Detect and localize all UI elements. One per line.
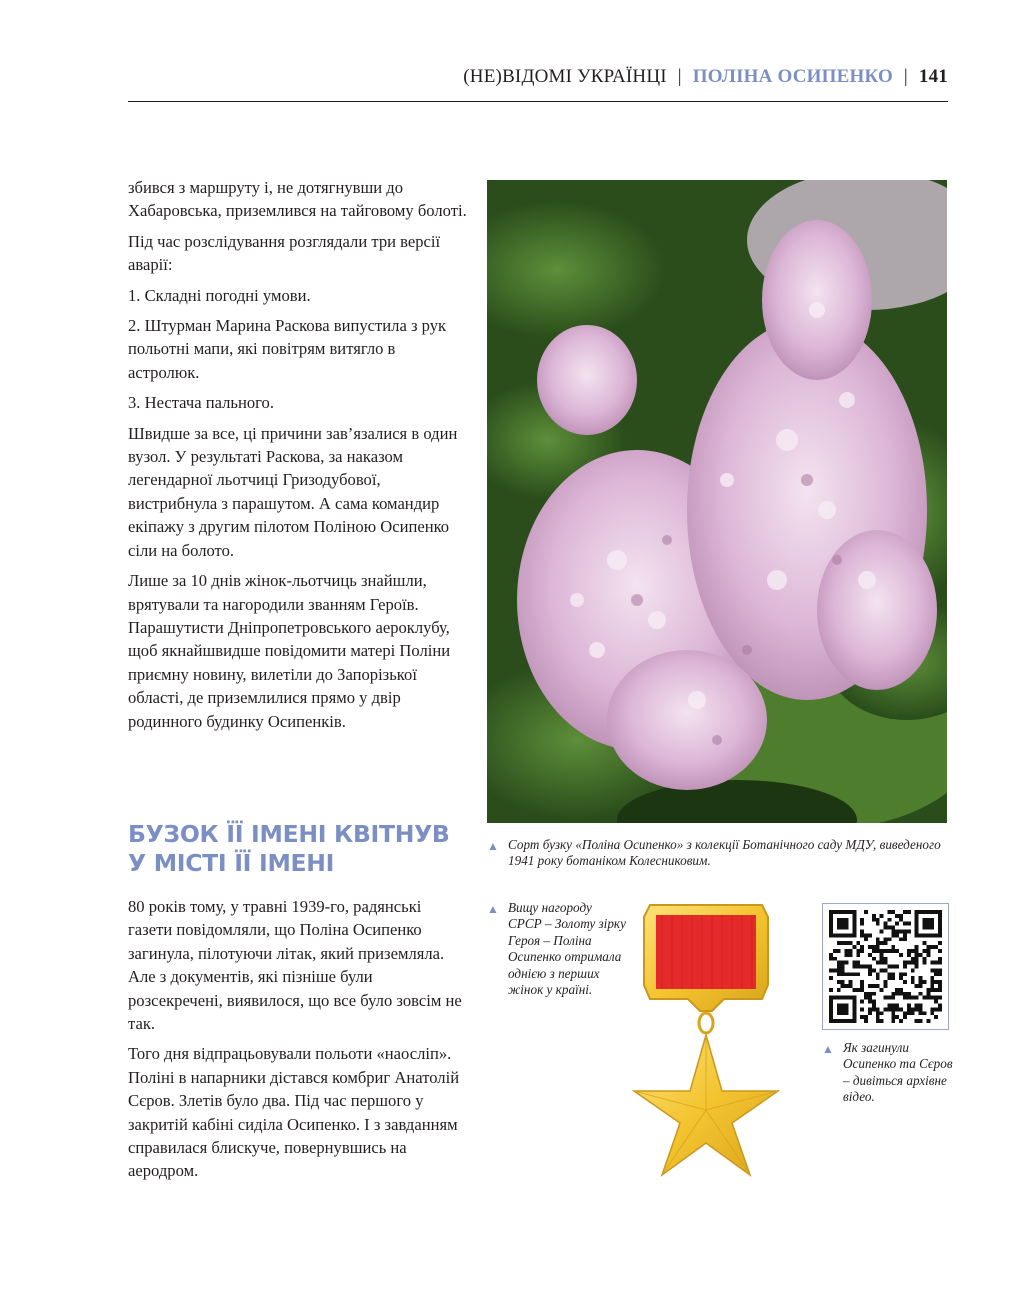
list-item: 3. Нестача пального.: [128, 393, 274, 413]
left-column-bottom: [128, 895, 468, 1190]
paragraph: Того дня відпрацьовували польоти «наосліп». Поліні в напарники дістався комбриг Анатолій Сєров. Злетів було два. Під час першого у закритій кабіні сиділа Осипенко. І з завданням справилася блискуче, повернувшись на аеродром.: [128, 1044, 460, 1181]
series-title: (НЕ)ВІДОМІ УКРАЇНЦІ: [463, 66, 667, 87]
section-heading: [128, 820, 468, 878]
section-heading-line: У МІСТІ ЇЇ ІМЕНІ: [128, 849, 335, 877]
qr-caption: [822, 1040, 962, 1106]
running-head: [128, 66, 948, 94]
list-item: 1. Складні погодні умови.: [128, 285, 311, 305]
photo-caption: [487, 837, 947, 870]
medal-graphic: [632, 895, 780, 1178]
qr-caption-text: Як загинули Осипенко та Сєров – дивіться архівне відео.: [843, 1040, 953, 1105]
medal-caption-text: Вищу нагороду СРСР – Золоту зірку Героя – Поліна Осипенко отримала однією з перших жінок у країні.: [508, 900, 626, 998]
medal-caption: [487, 900, 627, 998]
paragraph: Швидше за все, ці причини зав’язалися в один вузол. У результаті Раскова, за наказом легендарної льотчиці Гризодубової, вистрибнула з парашутом. А сама командир екіпажу з другим пілотом Поліною Осипенко сіли на болото.: [128, 423, 458, 560]
photo-caption-text: Сорт бузку «Поліна Осипенко» з колекції Ботанічного саду МДУ, виведеного 1941 року ботаніком Колесниковим.: [508, 837, 941, 869]
chapter-title: ПОЛІНА ОСИПЕНКО: [692, 66, 893, 87]
qr-code[interactable]: [822, 903, 949, 1030]
page-number: 141: [918, 66, 948, 87]
lilac-photo: [487, 180, 947, 823]
paragraph: Лише за 10 днів жінок-льотчиць знайшли, врятували та нагородили званням Героїв. Парашутисти Дніпропетровського аероклубу, щоб якнайшвидше повідомити матері Поліни приємну новину, вилетіли до Запорізької області, де приземлилися прямо у двір родинного будинку Осипенків.: [128, 571, 451, 731]
lilac-photo-graphic: [487, 180, 947, 823]
separator: |: [903, 66, 908, 87]
separator: |: [677, 66, 682, 87]
paragraph: 80 років тому, у травні 1939-го, радянські газети повідомляли, що Поліна Осипенко загинула, пілотуючи літак, який приземляла. Але з документів, які пізніше були розсекречені, виявилося, що все було зовсім не так.: [128, 897, 462, 1034]
qr-code-graphic[interactable]: [829, 910, 942, 1023]
section-heading-line: БУЗОК ЇЇ ІМЕНІ КВІТНУВ: [128, 820, 450, 848]
gold-star-medal: [632, 895, 780, 1178]
paragraph: Під час розслідування розглядали три версії аварії:: [128, 231, 441, 275]
triangle-icon: ▲: [822, 1042, 834, 1056]
triangle-icon: ▲: [487, 902, 499, 916]
triangle-icon: ▲: [487, 839, 499, 853]
paragraph: збився з маршруту і, не дотягнувши до Хабаровська, приземлився на тайговому болоті.: [128, 178, 467, 221]
left-column-top: [128, 176, 468, 740]
header-rule: [128, 101, 948, 102]
list-item: 2. Штурман Марина Раскова випустила з рук польотні мапи, які повітрям витягло в астролюк.: [128, 316, 447, 382]
